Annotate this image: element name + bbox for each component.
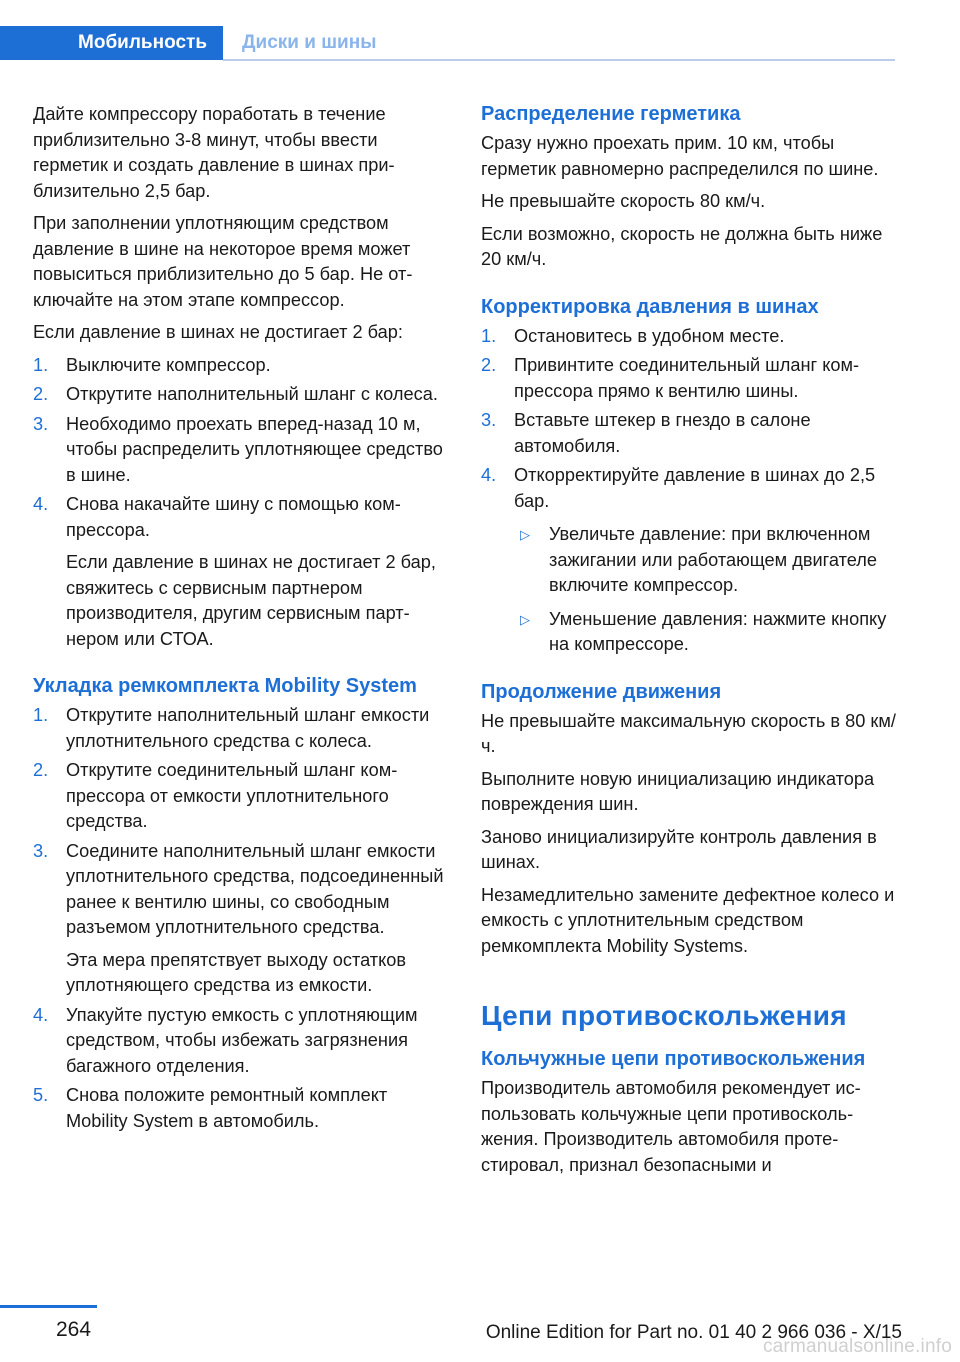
step-number: 3. [33, 413, 49, 434]
step-text: Снова накачайте шину с помощью компрессора. [66, 494, 401, 540]
step-number: 3. [33, 840, 49, 861]
step-text: Откорректируйте давление в шинах до 2,5 бар. [514, 465, 876, 511]
heading-pressure-correction: Корректировка давления в шинах [481, 295, 819, 318]
list-item [33, 703, 453, 754]
list-item [33, 1003, 453, 1080]
list-item [481, 408, 901, 459]
step-number: 4. [481, 465, 497, 485]
step-number: 1. [33, 354, 49, 375]
paragraph-compressor-run: Дайте компрессору поработать в течение приблизительно 3-8 минут, чтобы ввести герметик и создать давление в шинах приблизительно 2,5 бар. [33, 104, 395, 201]
step-number: 1. [33, 705, 49, 725]
list-item [33, 839, 453, 999]
paragraph-reinit-indicator: Выполните новую инициализацию индикатора повреждения шин. [481, 768, 875, 814]
step-number: 1. [481, 325, 497, 346]
list-item [514, 522, 901, 599]
step-number: 2. [33, 384, 49, 404]
heading-snow-chains: Цепи противоскольжения [481, 1000, 847, 1031]
step-number: 2. [481, 355, 497, 375]
triangle-bullet-icon: ▷ [520, 611, 530, 627]
step-text: Открутите соединительный шланг компрессора от емкости уплотнительного средства. [66, 760, 398, 831]
list-item [514, 607, 901, 658]
steps-low-pressure [33, 353, 453, 653]
step-text: Соедините наполнительный шланг емкости уплотнительного средства, подсоединенный ранее к вентилю шины, со свободным разъемом уплотнительного средства. [66, 840, 444, 937]
heading-continue-driving: Продолжение движения [481, 680, 722, 703]
step-text: Остановитесь в удобном месте. [514, 325, 785, 346]
bullet-text: Уменьшение давления: нажмите кнопку на компрессоре. [549, 608, 887, 654]
heading-stow-kit: Укладка ремкомплекта Mobility System [33, 675, 417, 697]
list-item [481, 463, 901, 658]
edition-note: Online Edition for Part no. 01 40 2 966 036 - X/15 [485, 1322, 902, 1343]
header-rule [223, 59, 895, 61]
step-text: Открутите наполнительный шланг емкости уплотнительного средства с колеса. [66, 705, 430, 751]
footer-rule [0, 1305, 97, 1308]
list-item [481, 324, 901, 350]
list-item [33, 412, 453, 489]
step-text: Привинтите соединительный шланг компрессора прямо к вентилю шины. [514, 355, 860, 401]
list-item [33, 1083, 453, 1134]
step-text: Упакуйте пустую емкость с уплотняющим средством, чтобы избежать загрязнения багажного отделения. [66, 1004, 418, 1076]
paragraph-max-speed-80: Не превышайте максимальную скорость в 80 км/ч. [481, 710, 896, 756]
left-column [33, 102, 453, 1138]
step-number: 3. [481, 410, 497, 430]
page-number: 264 [56, 1318, 92, 1341]
paragraph-drive-10km: Сразу нужно проехать прим. 10 км, чтобы герметик равномерно распределился по шине. [481, 133, 879, 179]
step-text: Вставьте штекер в гнездо в салоне автомобиля. [514, 410, 811, 456]
right-column [481, 102, 901, 1185]
list-item [33, 758, 453, 835]
list-item [33, 492, 453, 652]
paragraph-reinit-monitor: Заново инициализируйте контроль давления в шинах. [481, 826, 877, 872]
step-number: 4. [33, 494, 49, 514]
watermark: carmanualsonline.info [762, 1336, 952, 1357]
steps-pressure-correction [481, 324, 901, 658]
paragraph-pressure-rise: При заполнении уплотняющим средством давление в шине на некоторое время может повыситься приблизительно до 5 бар. Не отключайте на этом этапе компрессор. [33, 213, 413, 310]
page-header [0, 0, 960, 62]
step-note: Если давление в шинах не достигает 2 бар, свяжитесь с сервисным партнером производителя, другим сервисным партнером или СТОА. [66, 552, 436, 649]
list-item [33, 382, 453, 408]
list-item [33, 353, 453, 379]
paragraph-pressure-low: Если давление в шинах не достигает 2 бар: [33, 322, 403, 342]
paragraph-min-speed: Если возможно, скорость не должна быть ниже 20 км/ч. [481, 223, 883, 269]
paragraph-replace-wheel: Незамедлительно замените дефектное колесо и емкость с уплотнительным средством ремкомплекта Mobility Systems. [481, 884, 895, 956]
paragraph-max-speed: Не превышайте скорость 80 км/ч. [481, 191, 766, 211]
bullet-text: Увеличьте давление: при включенном зажигании или работающем двигателе включите компрессор. [549, 524, 877, 595]
section-tab-wheels-tires[interactable]: Диски и шины [242, 32, 377, 53]
step-note: Эта мера препятствует выходу остатков уплотняющего средства из емкости. [66, 949, 407, 995]
triangle-bullet-icon: ▷ [520, 527, 530, 542]
list-item [481, 353, 901, 404]
steps-stow-kit [33, 703, 453, 1134]
step-number: 4. [33, 1004, 49, 1025]
bullet-list [514, 522, 901, 658]
section-tab-mobility[interactable]: Мобильность [0, 26, 223, 60]
heading-ring-chains: Кольчужные цепи противоскольжения [481, 1048, 866, 1070]
step-number: 2. [33, 760, 49, 780]
step-text: Открутите наполнительный шланг с колеса. [66, 384, 438, 404]
paragraph-ring-chains: Производитель автомобиля рекомендует использовать кольчужные цепи противоскольжения. Производитель автомобиля протестировал, признал безопасными и [481, 1078, 861, 1175]
step-text: Необходимо проехать вперед-назад 10 м, чтобы распределить уплотняющее средство в шине. [66, 413, 443, 485]
step-text: Снова положите ремонтный комплект Mobility System в автомобиль. [66, 1085, 388, 1131]
heading-sealant-distribution: Распределение герметика [481, 103, 741, 125]
step-number: 5. [33, 1085, 49, 1105]
step-text: Выключите компрессор. [66, 354, 271, 375]
